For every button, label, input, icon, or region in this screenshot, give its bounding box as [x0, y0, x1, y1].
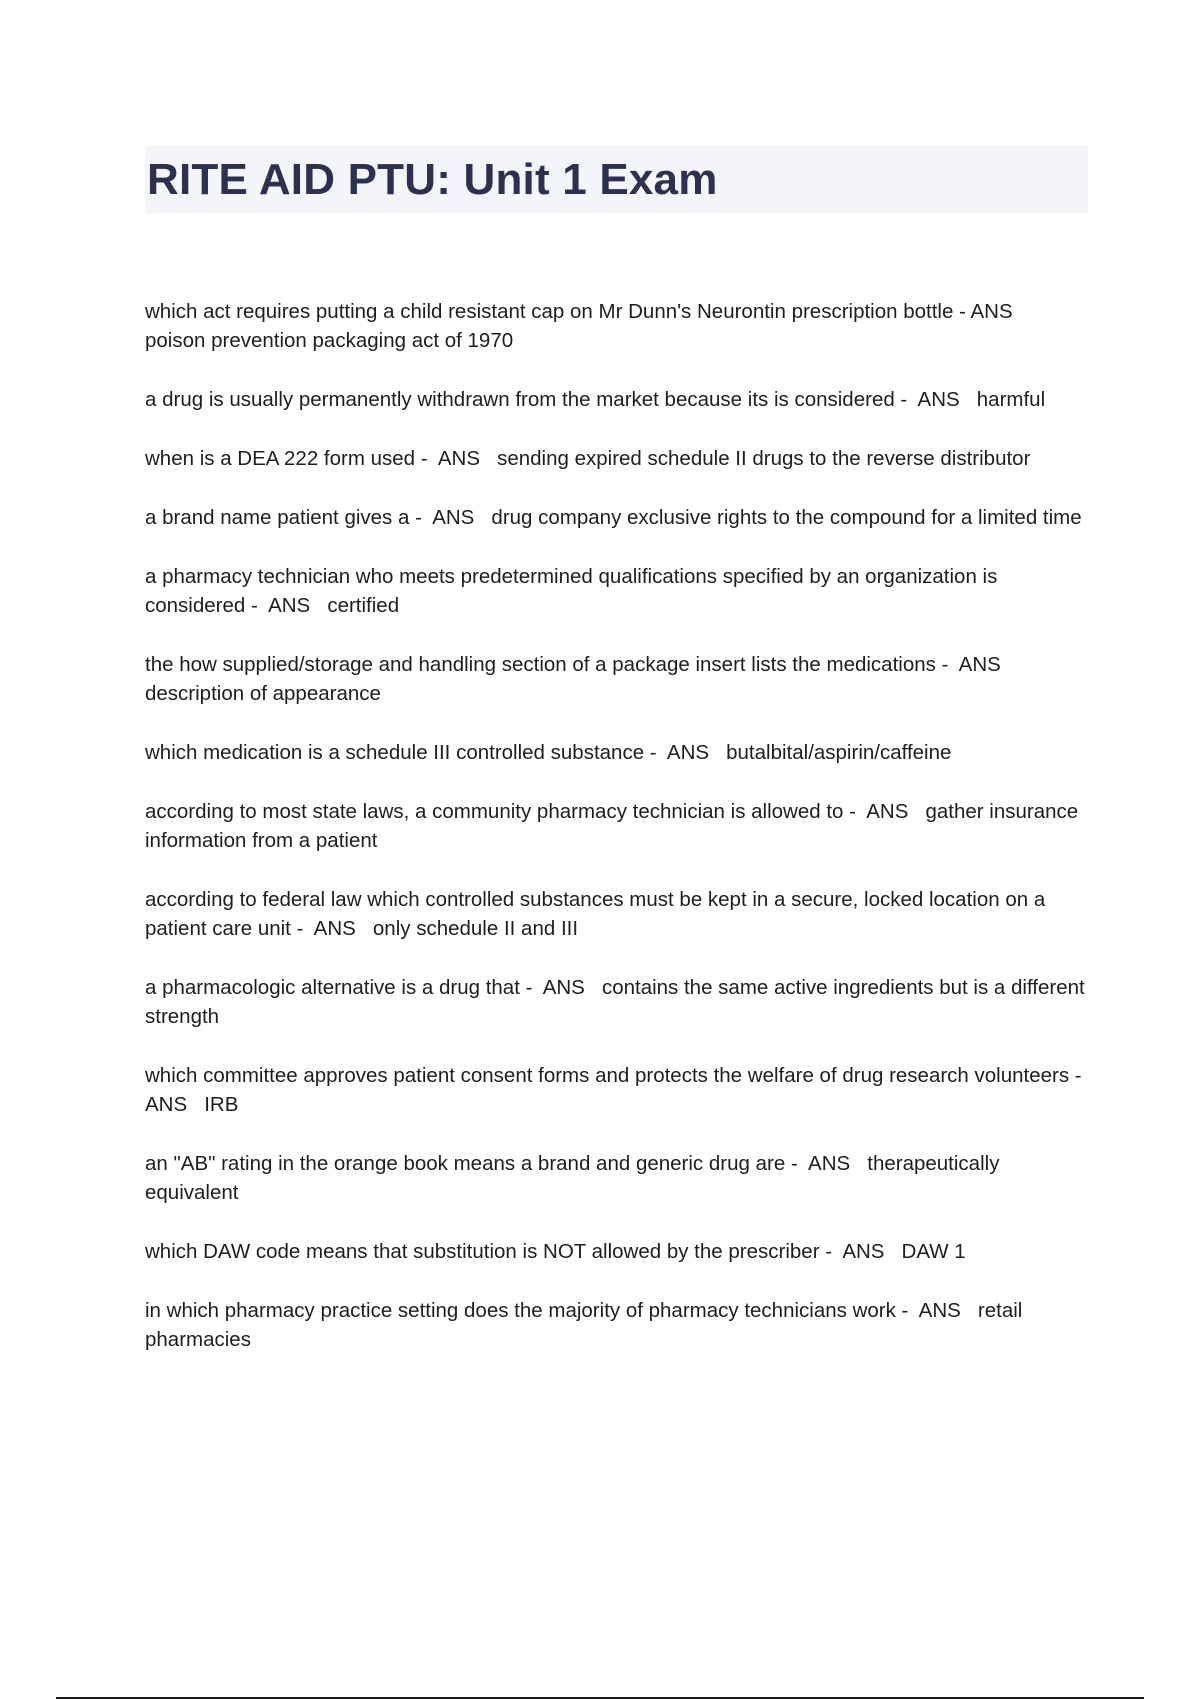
answer-text: ANS contains the same active ingredients but is a different strength [145, 976, 1091, 1028]
answer-text: ANS DAW 1 [842, 1240, 966, 1263]
qa-item [145, 503, 1085, 532]
qa-item [145, 1149, 1085, 1207]
question-text: according to federal law which controlled substances must be kept in a secure, locked location on a patient care unit - [145, 888, 1051, 940]
question-text: a pharmacy technician who meets predetermined qualifications specified by an organization is considered - [145, 565, 1004, 617]
answer-text: ANS butalbital/aspirin/caffeine [666, 741, 952, 764]
qa-item [145, 738, 1085, 767]
answer-text: ANS IRB [145, 1093, 239, 1116]
question-text: a drug is usually permanently withdrawn from the market because its is considered - [145, 388, 918, 411]
qa-item [145, 1237, 1085, 1266]
question-text: according to most state laws, a community pharmacy technician is allowed to - [145, 800, 867, 823]
qa-item [145, 797, 1085, 855]
answer-text: ANS only schedule II and III [313, 917, 579, 940]
qa-item [145, 385, 1085, 414]
question-text: in which pharmacy practice setting does the majority of pharmacy technicians work - [145, 1299, 919, 1322]
qa-item [145, 973, 1091, 1031]
qa-item [145, 650, 1085, 708]
qa-item [145, 562, 1085, 620]
qa-item [145, 1296, 1085, 1354]
question-text: a brand name patient gives a - [145, 506, 433, 529]
answer-text: ANS sending expired schedule II drugs to the reverse distributor [437, 447, 1031, 470]
question-text: which DAW code means that substitution is NOT allowed by the prescriber - [145, 1240, 843, 1263]
answer-text: ANS retail pharmacies [145, 1299, 1029, 1351]
answer-text: ANS gather insurance information from a patient [145, 800, 1084, 852]
answer-text: ANS drug company exclusive rights to the compound for a limited time [432, 506, 1082, 529]
answer-text: ANS therapeutically equivalent [145, 1152, 1006, 1204]
question-answer-list [145, 297, 1092, 1384]
answer-text: ANS poison prevention packaging act of 1970 [145, 300, 1030, 352]
qa-item [145, 444, 1085, 473]
title-banner [145, 146, 1088, 213]
question-text: which act requires putting a child resistant cap on Mr Dunn's Neurontin prescription bottle - [145, 300, 971, 323]
page-title: RITE AID PTU: Unit 1 Exam [147, 154, 718, 204]
question-text: which committee approves patient consent forms and protects the welfare of drug research volunteers - [145, 1064, 1092, 1087]
question-text: the how supplied/storage and handling section of a package insert lists the medications - [145, 653, 959, 676]
question-text: when is a DEA 222 form used - [145, 447, 438, 470]
answer-text: ANS certified [268, 594, 400, 617]
answer-text: ANS description of appearance [145, 653, 1018, 705]
question-text: a pharmacologic alternative is a drug that - [145, 976, 543, 999]
qa-item [145, 885, 1085, 943]
qa-item [145, 1061, 1092, 1119]
question-text: an "AB" rating in the orange book means a brand and generic drug are - [145, 1152, 809, 1175]
answer-text: ANS harmful [917, 388, 1046, 411]
question-text: which medication is a schedule III controlled substance - [145, 741, 667, 764]
footer-divider [56, 1697, 1144, 1699]
qa-item [145, 297, 1085, 355]
